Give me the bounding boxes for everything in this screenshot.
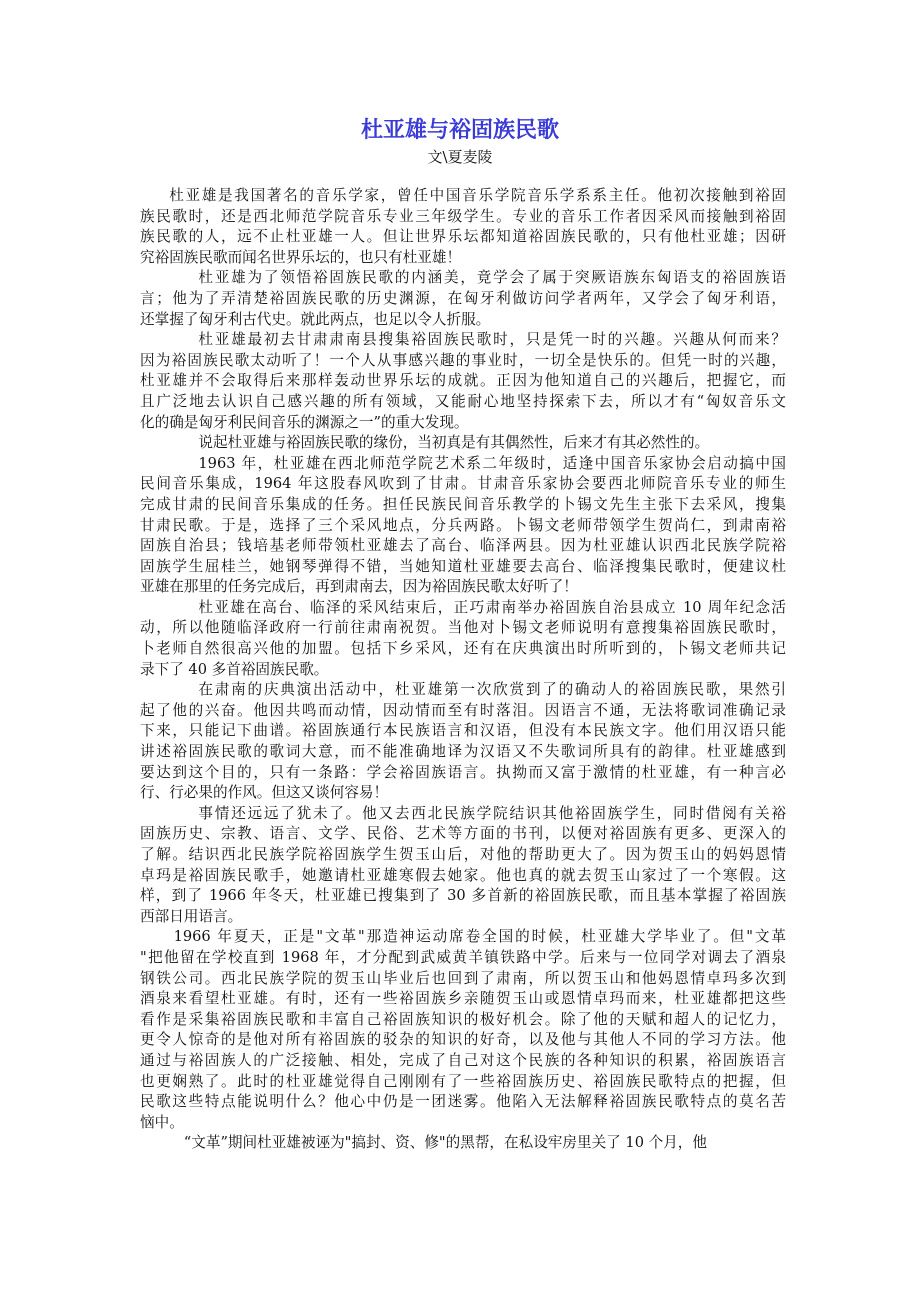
text-line: 录下了 40 多首裕固族民歌。 <box>140 660 329 678</box>
text-line: 化的确是匈牙利民间音乐的渊源之一”的重大发现。 <box>140 413 469 431</box>
text-line: 固族学生屈桂兰，她钢琴弹得不错，当她知道杜亚雄要去高台、临泽搜集民歌时，便建议杜 <box>140 557 786 575</box>
document-title: 杜亚雄与裕固族民歌 <box>360 118 559 143</box>
paragraph <box>140 330 786 433</box>
text-line: 恼中。 <box>140 1113 184 1131</box>
text-line: 杜亚雄是我国著名的音乐学家，曾任中国音乐学院音乐学系系主任。他初次接触到裕固 <box>169 187 786 204</box>
text-line: 通过与裕固族人的广泛接触、相处，完成了自己对这个民族的各种知识的积累，裕固族语言 <box>140 1051 786 1069</box>
text-line: 样，到了 1966 年冬天，杜亚雄已搜集到了 30 多首新的裕固族民歌，而且基本掌握了裕固族 <box>140 887 786 905</box>
text-line: 族民歌的人，远不止杜亚雄一人。但让世界乐坛都知道裕固族民歌的，只有他杜亚雄；因研 <box>140 228 786 246</box>
text-line: 了解。结识西北民族学院裕固族学生贺玉山后，对他的帮助更大了。因为贺玉山的妈妈恩情 <box>140 846 786 863</box>
paragraph <box>140 186 786 268</box>
text-line: 起了他的兴奋。他因共鸣而动情，因动情而至有时落泪。因语言不通，无法将歌词准确记录 <box>140 701 786 719</box>
paragraph <box>140 454 786 598</box>
paragraph <box>140 433 786 454</box>
text-line: 杜亚雄并不会取得后来那样轰动世界乐坛的成就。正因为他知道自己的兴趣后，把握它，而 <box>140 372 786 390</box>
text-line: 族民歌时，还是西北师范学院音乐专业三年级学生。专业的音乐工作者因采风而接触到裕固 <box>140 207 786 225</box>
text-line: 下来，只能记下曲谱。裕固族通行本民族语言和汉语，但没有本民族文字。他们用汉语只能 <box>140 722 786 740</box>
paragraph <box>140 680 786 804</box>
text-line: 杜亚雄最初去甘肃肃南县搜集裕固族民歌时，只是凭一时的兴趣。兴趣从何而来？ <box>198 331 786 349</box>
text-line: 杜亚雄在高台、临泽的采风结束后，正巧肃南举办裕固族自治县成立 10 周年纪念活 <box>198 598 786 616</box>
text-line: 1966 年夏天，正是"文革"那造神运动席卷全国的时候，杜亚雄大学毕业了。但"文革 <box>173 928 786 946</box>
document-author: 文\夏麦陵 <box>427 148 493 166</box>
text-line: 讲述裕固族民歌的歌词大意，而不能准确地译为汉语又不失歌词所具有的韵律。杜亚雄感到 <box>140 743 786 761</box>
text-line: 西部日用语言。 <box>140 907 243 925</box>
text-line: 究裕固族民歌而闻名世界乐坛的，也只有杜亚雄！ <box>140 248 462 266</box>
text-line: 看作是采集裕固族民歌和丰富自己裕固族知识的极好机会。除了他的天赋和超人的记忆力， <box>140 1010 786 1028</box>
text-line: 完成甘肃的民间音乐集成的任务。担任民族民间音乐教学的卜锡文先生主张下去采风，搜集 <box>140 495 786 513</box>
text-line: 固族历史、宗教、语言、文学、民俗、艺术等方面的书刊，以便对裕固族有更多、更深入的 <box>140 825 786 843</box>
text-line: 甘肃民歌。于是，选择了三个采风地点，分兵两路。卜锡文老师带领学生贺尚仁，到肃南裕 <box>140 516 786 534</box>
paragraph <box>140 804 786 928</box>
text-line: 要达到这个目的，只有一条路：学会裕固族语言。执拗而又富于激情的杜亚雄，有一种言必 <box>140 763 786 781</box>
paragraph <box>140 1133 786 1154</box>
text-line: 说起杜亚雄与裕固族民歌的缘份，当初真是有其偶然性，后来才有其必然性的。 <box>198 434 710 452</box>
text-line: 民间音乐集成，1964 年这股春风吹到了甘肃。甘肃音乐家协会要西北师院音乐专业的师生 <box>140 475 786 493</box>
text-line: 也更娴熟了。此时的杜亚雄觉得自己刚刚有了一些裕固族历史、裕固族民歌特点的把握，但 <box>140 1072 786 1090</box>
text-line: 酒泉来看望杜亚雄。有时，还有一些裕固族乡亲随贺玉山或恩情卓玛而来，杜亚雄都把这些 <box>140 990 786 1008</box>
text-line: 行、行必果的作风。但这又谈何容易！ <box>140 784 389 802</box>
paragraph <box>140 927 786 1133</box>
text-line: 还掌握了匈牙利古代史。就此两点，也足以令人折服。 <box>140 310 491 328</box>
text-line: "把他留在学校直到 1968 年，才分配到武威黄羊镇铁路中学。后来与一位同学对调去了酒泉 <box>140 948 786 966</box>
text-line: 在肃南的庆典演出活动中，杜亚雄第一次欣赏到了的确动人的裕固族民歌，果然引 <box>198 681 786 699</box>
paragraph <box>140 268 786 330</box>
text-line: 卜老师自然很高兴他的加盟。包括下乡采风，还有在庆典演出时所听到的，卜锡文老师共记 <box>140 640 786 658</box>
text-line: 亚雄在那里的任务完成后，再到肃南去，因为裕固族民歌太好听了！ <box>140 578 578 596</box>
text-line: 言；他为了弄清楚裕固族民歌的历史渊源，在匈牙利做访问学者两年，又学会了匈牙利语， <box>140 289 786 307</box>
text-line: 固族自治县；钱培基老师带领杜亚雄去了高台、临泽两县。因为杜亚雄认识西北民族学院裕 <box>140 537 786 555</box>
text-line: 钢铁公司。西北民族学院的贺玉山毕业后也回到了肃南，所以贺玉山和他妈恩情卓玛多次到 <box>140 969 786 987</box>
text-line: 动，所以他随临泽政府一行前往肃南祝贺。当他对卜锡文老师说明有意搜集裕固族民歌时， <box>140 619 786 637</box>
text-line: 卓玛是裕固族民歌手，她邀请杜亚雄寒假去她家。他也真的就去贺玉山家过了一个寒假。这 <box>140 866 786 884</box>
text-line: 事情还远远了犹未了。他又去西北民族学院结识其他裕固族学生，同时借阅有关裕 <box>198 804 786 822</box>
text-line: 因为裕固族民歌太动听了！一个人从事感兴趣的事业时，一切全是快乐的。但凭一时的兴趣， <box>140 351 786 369</box>
text-line: 更令人惊奇的是他对所有裕固族的驳杂的知识的好奇，以及他与其他人不同的学习方法。他 <box>140 1031 786 1049</box>
text-line: “文革”期间杜亚雄被诬为"搞封、资、修"的黑帮，在私设牢房里关了 10 个月，他 <box>183 1134 707 1152</box>
text-line: 1963 年，杜亚雄在西北师范学院艺术系二年级时，适逢中国音乐家协会启动搞中国 <box>198 454 786 472</box>
text-line: 民歌这些特点能说明什么？他心中仍是一团迷雾。他陷入无法解释裕固族民歌特点的莫名苦 <box>140 1093 786 1111</box>
paragraph <box>140 598 786 680</box>
document-body <box>140 186 786 1154</box>
text-line: 且广泛地去认识自己感兴趣的所有领域，又能耐心地坚持探索下去，所以才有“匈奴音乐文 <box>140 392 786 410</box>
text-line: 杜亚雄为了领悟裕固族民歌的内涵美，竟学会了属于突厥语族东匈语支的裕固族语 <box>198 269 786 287</box>
